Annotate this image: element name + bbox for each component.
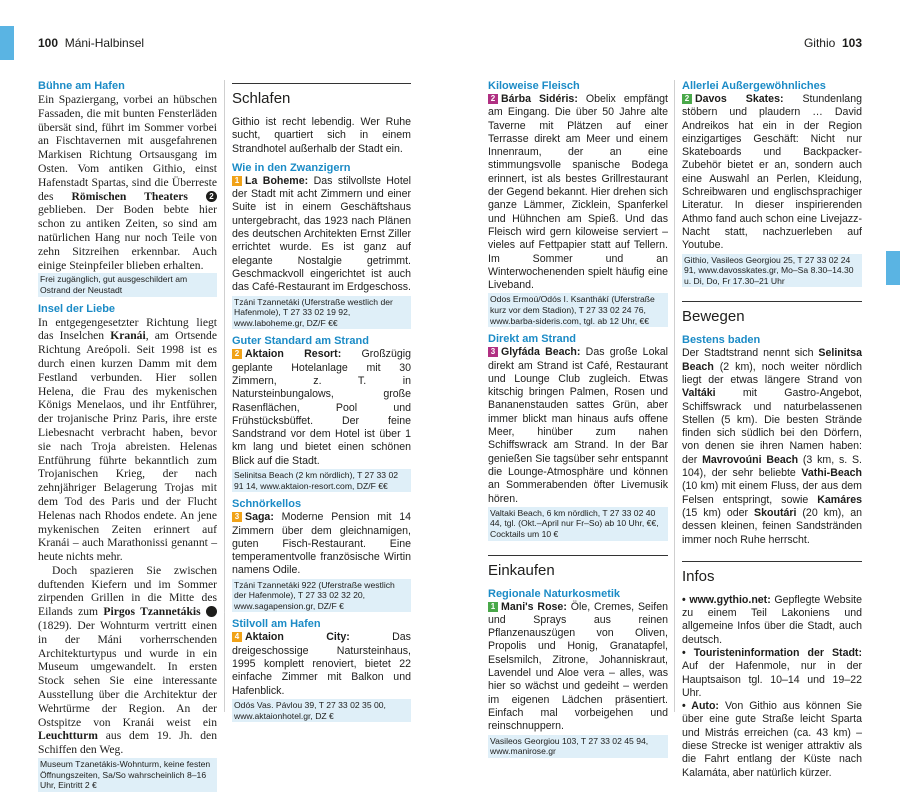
entry: 4 Aktaion City: Das dreigeschossige Natursteinhaus, 1995 komplett renoviert, bietet 22 einfache Zimmer mit Balkon und Hafenblick. [232,631,411,697]
section-title: Infos [682,561,862,586]
heading: Stilvoll am Hafen [232,618,321,631]
column-essen-einkaufen [488,80,668,758]
section-title: Einkaufen [488,555,668,580]
marker-2-icon: 2 [488,94,498,104]
marker-3-icon: 3 [488,347,498,357]
heading: Kiloweise Fleisch [488,80,580,92]
heading: Regionale Naturkosmetik [488,587,621,600]
marker-4-icon: 4 [232,632,242,642]
paragraph: In entgegengesetzter Richtung liegt das Inselchen Kranái, am Ortsende Richtung Areópoli. Seit 1998 ist es durch einen kurzen Damm mit dem Festland verbunden. Hier sollen Helena, die Frau des mykenischen Königs Menelaos, und ihr Entführer, der trojanische Prinz Paris, ihre erste Liebesnacht verbracht haben, bevor sie nach Troja abreisten. Helenas Entführung führte bekanntlich zum Trojanischen Krieg, der nach zehnjähriger Belagerung Trojas mit dem Tod des Paris und der Flucht Helenas nach Rhodos endete. An jene mykenischen Zeiten erinnert auf Kranái – auch Marathonissi genannt – heute nichts mehr. [38,315,217,564]
running-title-left: Máni-Halbinsel [64,36,145,50]
marker-2-icon: 2 [232,349,242,359]
column-divider [224,80,225,712]
right-page-header [804,36,862,50]
info-box: Githio, Vasileos Georgiou 25, T 27 33 02 24 91, www.davosskates.gr, Mo–Sa 8.30–14.30 u. Di, Do, Fr 17.30–21 Uhr [682,254,862,288]
info-box: Tzáni Tzannetáki (Uferstraße westlich der Hafenmole), T 27 33 02 19 92, www.laboheme.gr, DZ/F €€ [232,296,411,330]
section-title: Schlafen [232,83,411,108]
info-bullet: • www.gythio.net: Gepflegte Website zu einem Teil Lakoniens und allgemeine Infos über die Stadt, auch deutsch. [682,593,863,646]
running-title-right: Githio [803,36,836,50]
entry: 1 La Boheme: Das stilvollste Hotel der Stadt mit acht Zimmern und einer Suite ist in einem Geschäftshaus untergebracht, das 1923 nach Plänen des deutschen Architekten Ernst Ziller errichtet wurde. Es ist ganz auf elegante Nostalgie getrimmt. Geschmackvoll eingerichtet ist auch das Café-Restaurant im Erdgeschoss. [232,174,412,294]
column-bewegen-infos [682,80,862,780]
heading: Guter Standard am Strand [232,335,369,348]
paragraph: Der Stadtstrand nennt sich Selinitsa Beach (2 km), noch weiter nördlich liegt der etwas längere Strand von Valtáki mit Gastro-Angebot, Schiffswrack und naturbelassenen Stellen (5 km). Die besten Strände finden sich südlich bei den Dörfern, von denen sie ihren Namen haben: der Mavrovoúni Beach (3 km, s. S. 104), der sehr beliebte Vathi-Beach (10 km) mit einem Fluss, der aus dem Felsen entspringt, sowie Kamáres (15 km) oder Skoutári (20 km), an dessen kleinen, feinen Sandstränden immer noch Ruhe herrscht. [682,347,862,546]
map-marker-3-icon: 3 [206,606,217,617]
info-box: Odos Ermoú/Odós I. Ksanthákí (Uferstraße kurz vor dem Stadion), T 27 33 02 24 76, www.barba-sideris.com, tgl. ab 12 Uhr, €€ [488,293,668,327]
info-bullet: • Touristeninformation der Stadt: Auf der Hafenmole, nur in der Hauptsaison tgl. 10–14 und 19–22 Uhr. [682,646,862,699]
info-box: Valtaki Beach, 6 km nördlich, T 27 33 02 40 44, tgl. (Okt.–April nur Fr–So) ab 10 Uhr, €€, Cocktails um 10 € [488,507,668,541]
section-title: Bewegen [682,301,862,326]
map-marker-2-icon: 2 [206,191,217,202]
marker-2-icon: 2 [682,94,692,104]
marker-1-icon: 1 [488,602,498,612]
entry: 2 Bárba Sidéris: Obelix empfängt am Eingang. Die über 50 Jahre alte Taverne mit Plätzen auf einer Terrasse direkt am Meer und einem Innenraum, der an eine stimmungsvolle spanische Bodega erinnert, ist als bestes Grillrestaurant der Gegend bekannt. Hier drehen sich ganze Lämmer, Zicklein, Spanferkel und Hühnchen am Spieß. Und das Fleisch wird gern kiloweise serviert – vieles auf Fettpapier statt auf Tellern. Im Sommer und an Winterwochenenden spielt häufig eine Liveband. [488,93,668,292]
entry: 2 Aktaion Resort: Großzügig geplante Hotelanlage mit 30 Zimmern, z. T. in Natursteinbungalows, große Rasenflächen, Pool und Frühstücksbüffet. Der feine Sandstrand vor dem Hotel ist über 1 km lang und bietet einen schönen Blick auf die Stadt. [232,348,411,467]
heading: Bühne am Hafen [38,80,125,92]
heading: Schnörkellos [232,498,302,511]
heading: Bestens baden [682,334,761,347]
info-box: Vasileos Georgiou 103, T 27 33 02 45 94, www.manirose.gr [488,735,668,758]
info-box: Tzáni Tzannetáki 922 (Uferstraße westlich der Hafenmole), T 27 33 02 32 20, www.sagapension.gr, DZ/F € [232,579,411,613]
paragraph: Doch spazieren Sie zwischen duftenden Kiefern und im Sommer zirpenden Grillen in die Mitte des Eilands zum Pirgos Tzannetákis 3 (1829). Der Wohnturm vertritt einen in der Máni vorherrschenden Architekturtypus und wurde in ein Museum umgewandelt. In ersten Stock sehen Sie eine interessante Ausstellung über die Architektur der Wehrtürme der Region. An der Ostspitze von Kranái weist ein Leuchtturm aus dem 19. Jh. den Schiffen den Weg. [38,563,225,757]
column-schlafen [232,80,411,722]
left-page-header [38,36,144,50]
heading: Direkt am Strand [488,333,577,346]
column-left-story [38,80,225,792]
entry: 3 Saga: Moderne Pension mit 14 Zimmern über dem gleichnamigen, guten Fisch-Restaurant. Eine temperamentvolle französische Wirtin namens Odile. [232,511,411,577]
info-box: Selinitsa Beach (2 km nördlich), T 27 33 02 91 14, www.aktaion-resort.com, DZ/F €€ [232,469,411,492]
entry: 3 Glyfáda Beach: Das große Lokal direkt am Strand ist Café, Restaurant und Lounge Club zugleich. Etwas kitschig bringen Palmen, Rosen und Bananenstauden sattes Grün, aber immer blickt man hinaus aufs offene Meer, hinüber zum nahen Schiffswrack am Strand. In der Bar genießen Sie tagsüber sehr entspannt die Lounge-Atmosphäre und können an Sommerabenden öfter Livemusik hören. [488,346,668,505]
info-bullet: • Auto: Von Githio aus können Sie über eine gute Straße leicht Sparta und Mistrás erreichen (ca. 43 km) – diese Strecke ist weniger attraktiv als die Fahrt entlang der Küste nach Kalamáta, aber natürlich kürzer. [682,700,862,779]
paragraph: Ein Spaziergang, vorbei an hübschen Fassaden, die mit bunten Fensterläden übersät sind, führt im Sommer vorbei an Fischtavernen mit ausgefahrenen Markisen Richtung Ortsausgang im Osten. Vom antiken Githio, einst Hafenstadt Spartas, sind die Überreste des Römischen Theaters 2 geblieben. Der Boden bebte hier schon zu antiken Zeiten, so sind am natürlichen Hang nur noch Teile von zehn Sitzreihen erkennbar. Auch einige Steinpfeiler blieben erhalten. [38,93,217,272]
entry: 1 Mani's Rose: Öle, Cremes, Seifen und Sprays aus reinen Pflanzenauszügen von Oliven, Propolis und Honig, Granatapfel, Eselsmilch, Zitrone, Johanniskraut, Lavendel und Aloe vera – alles, was hier so wächst und gedeiht – werden im eigenen Lädchen präsentiert. Einfach mal vorbeigehen und reinschnuppern. [488,600,668,733]
heading: Insel der Liebe [38,302,116,315]
info-box: Frei zugänglich, gut ausgeschildert am Ostrand der Neustadt [38,273,217,296]
page-number-left: 100 [38,36,59,50]
heading: Allerlei Außergewöhnliches [682,80,826,92]
page-number-right: 103 [841,36,862,50]
column-divider [674,80,675,712]
intro-text: Githio ist recht lebendig. Wer Ruhe sucht, quartiert sich in einem Strandhotel außerhalb der Stadt ein. [232,116,411,155]
info-box: Museum Tzanetákis-Wohnturm, keine festen Öffnungszeiten, Sa/So wahrscheinlich 8–16 Uhr, Eintritt 2 € [38,758,217,792]
page-edge-tab-right [886,251,900,285]
marker-1-icon: 1 [232,176,242,186]
info-box: Odós Vas. Pávlou 39, T 27 33 02 35 00, www.aktaionhotel.gr, DZ € [232,699,411,722]
marker-3-icon: 3 [232,512,242,522]
heading: Wie in den Zwanzigern [232,161,351,174]
entry: 2 Davos Skates: Stundenlang stöbern und plaudern … David Andreikos hat ein in der Region einzigartiges Geschäft: Nicht nur Skateboards und Backpacker-Zubehör bietet er an, sondern auch eine Auswahl an Perlen, Kleidung, Schreibwaren und englischsprachiger Literatur. In dieser inspirierenden Athmo fand auch schon eine Livejazz-Nacht statt, nachzuerleben auf Youtube. [682,93,862,252]
page-edge-tab-left [0,26,14,60]
